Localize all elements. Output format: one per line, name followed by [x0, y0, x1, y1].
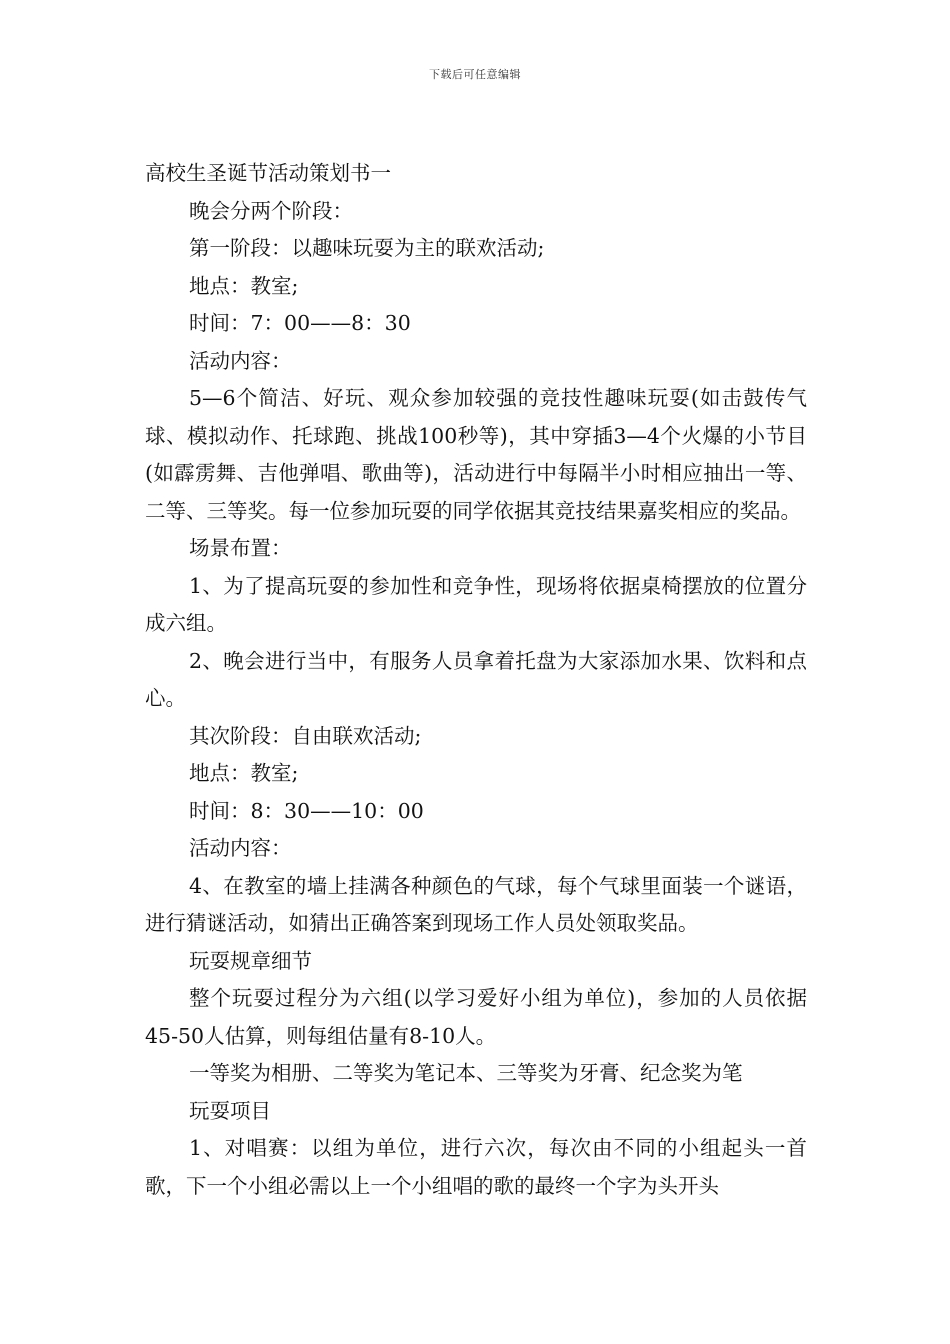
paragraph: 1、为了提高玩耍的参加性和竞争性，现场将依据桌椅摆放的位置分成六组。 [145, 573, 807, 635]
document-title: 高校生圣诞节活动策划书一 [145, 161, 391, 185]
paragraph: 时间：8：30——10：00 [189, 798, 424, 823]
paragraph: 晚会分两个阶段： [189, 198, 353, 223]
page-header-note: 下载后可任意编辑 [429, 68, 521, 81]
paragraph: 2、晚会进行当中，有服务人员拿着托盘为大家添加水果、饮料和点心。 [145, 648, 807, 710]
paragraph: 4、在教室的墙上挂满各种颜色的气球，每个气球里面装一个谜语，进行猜谜活动，如猜出正确答案到现场工作人员处领取奖品。 [145, 873, 807, 935]
paragraph: 活动内容： [189, 836, 292, 860]
paragraph: 5—6个简洁、好玩、观众参加较强的竞技性趣味玩耍(如击鼓传气球、模拟动作、托球跑、挑战100秒等)，其中穿插3—4个火爆的小节目(如霹雳舞、吉他弹唱、歌曲等)，活动进行中每隔半小时相应抽出一等、二等、三等奖。每一位参加玩耍的同学依据其竞技结果嘉奖相应的奖品。 [145, 386, 807, 523]
paragraph: 第一阶段：以趣味玩耍为主的联欢活动; [189, 236, 545, 260]
paragraph: 其次阶段：自由联欢活动; [189, 723, 422, 748]
paragraph: 活动内容： [189, 348, 292, 373]
paragraph: 时间：7：00——8：30 [189, 311, 411, 335]
document-body [145, 155, 807, 1205]
paragraph: 地点：教室; [189, 273, 299, 298]
paragraph: 整个玩耍过程分为六组(以学习爱好小组为单位)，参加的人员依据45-50人估算，则每组估量有8-10人。 [145, 986, 807, 1048]
paragraph: 一等奖为相册、二等奖为笔记本、三等奖为牙膏、纪念奖为笔 [189, 1061, 743, 1085]
paragraph: 玩耍项目 [189, 1098, 271, 1123]
paragraph: 场景布置： [189, 536, 292, 560]
paragraph: 1、对唱赛：以组为单位，进行六次，每次由不同的小组起头一首歌，下一个小组必需以上一个小组唱的歌的最终一个字为头开头 [145, 1136, 807, 1198]
paragraph: 玩耍规章细节 [189, 948, 312, 973]
paragraph: 地点：教室; [189, 761, 299, 785]
